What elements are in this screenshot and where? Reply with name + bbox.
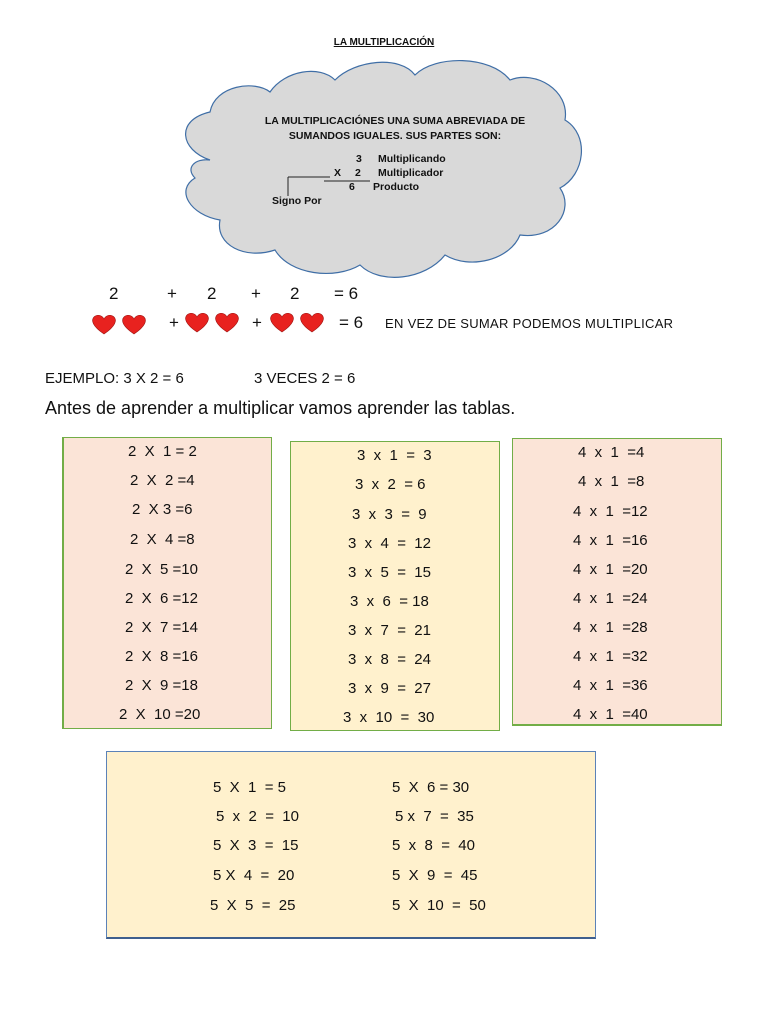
table-5-right-row: 5 x 7 = 35 (395, 808, 474, 825)
table-3-row: 3 x 5 = 15 (348, 564, 431, 581)
heart-pair-icon (268, 312, 328, 334)
table-4-row: 4 x 1 =28 (573, 619, 648, 636)
table-4-row: 4 x 1 =16 (573, 532, 648, 549)
sum-term: 2 (109, 284, 119, 303)
table-2-row: 2 X 9 =18 (125, 677, 198, 694)
sum-result: = 6 (334, 284, 359, 303)
table-4-row: 4 x 1 =40 (573, 706, 648, 723)
cloud-intro (240, 114, 550, 144)
table-3-row: 3 x 6 = 18 (350, 593, 429, 610)
table-4-row: 4 x 1 =12 (573, 503, 648, 520)
heart-pair-icon (90, 314, 150, 336)
table-3-row: 3 x 3 = 9 (352, 506, 427, 523)
table-2-row: 2 X 8 =16 (125, 648, 198, 665)
table-5-box (106, 751, 596, 939)
table-3-row: 3 x 4 = 12 (348, 535, 431, 552)
table-2-row: 2 X 2 =4 (130, 472, 195, 489)
product-label: Producto (373, 181, 420, 193)
sum-term: 2 (207, 284, 217, 303)
table-3-row: 3 x 2 = 6 (355, 476, 426, 493)
table-4-row: 4 x 1 =4 (578, 444, 645, 461)
table-2-row: 2 X 6 =12 (125, 590, 198, 607)
multiplier-label: Multiplicador (378, 167, 444, 179)
table-5-right-row: 5 X 9 = 45 (392, 867, 478, 884)
table-5-right-row: 5 x 8 = 40 (392, 837, 475, 854)
table-2-row: 2 X 1 = 2 (128, 443, 197, 460)
hearts-result: = 6 (339, 313, 364, 332)
table-4-row: 4 x 1 =20 (573, 561, 648, 578)
sum-term: 2 (290, 284, 300, 303)
page-title: LA MULTIPLICACIÓN (333, 37, 435, 48)
subtitle: Antes de aprender a multiplicar vamos aprender las tablas. (45, 398, 516, 418)
table-3-row: 3 x 8 = 24 (348, 651, 431, 668)
sum-plus: + (251, 284, 261, 303)
table-4-row: 4 x 1 =24 (573, 590, 648, 607)
table-3-row: 3 x 10 = 30 (343, 709, 435, 726)
table-5-left-row: 5 X 3 = 15 (213, 837, 299, 854)
connector-lines (280, 170, 380, 200)
multiplicand-value: 3 (356, 153, 362, 165)
table-5-right-row: 5 X 6 = 30 (392, 779, 470, 796)
sum-plus: + (167, 284, 177, 303)
table-2-row: 2 X 5 =10 (125, 561, 198, 578)
hearts-plus: + (169, 313, 179, 332)
multiplier-value: 2 (355, 167, 361, 179)
table-4-row: 4 x 1 =32 (573, 648, 648, 665)
table-3-row: 3 x 9 = 27 (348, 680, 431, 697)
table-5-left-row: 5 X 1 = 5 (213, 779, 286, 796)
sign-label: Signo Por (272, 195, 322, 207)
hearts-plus: + (252, 313, 262, 332)
multiplicand-label: Multiplicando (378, 153, 446, 165)
table-4-row: 4 x 1 =36 (573, 677, 648, 694)
instead-text: EN VEZ DE SUMAR PODEMOS MULTIPLICAR (385, 316, 674, 331)
table-3-row: 3 x 7 = 21 (348, 622, 431, 639)
heart-pair-icon (183, 312, 243, 334)
table-3-row: 3 x 1 = 3 (357, 447, 432, 464)
table-5-left-row: 5 X 4 = 20 (213, 867, 295, 884)
cloud-intro-line1: LA MULTIPLICACIÓNES UNA SUMA ABREVIADA DE (264, 115, 526, 127)
table-2-row: 2 X 3 =6 (132, 501, 193, 518)
table-2-row: 2 X 4 =8 (130, 531, 195, 548)
product-value: 6 (349, 181, 355, 193)
table-2-row: 2 X 7 =14 (125, 619, 198, 636)
example-text: EJEMPLO: 3 X 2 = 6 (45, 370, 184, 387)
table-5-left-row: 5 x 2 = 10 (216, 808, 299, 825)
table-5-right-row: 5 X 10 = 50 (392, 897, 486, 914)
cloud-intro-line2: SUMANDOS IGUALES. SUS PARTES SON: (288, 130, 502, 142)
table-5-left-row: 5 X 5 = 25 (210, 897, 296, 914)
table-2-row: 2 X 10 =20 (119, 706, 201, 723)
times-text: 3 VECES 2 = 6 (254, 370, 356, 387)
table-4-row: 4 x 1 =8 (578, 473, 645, 490)
multiplication-sign: X (334, 167, 342, 179)
